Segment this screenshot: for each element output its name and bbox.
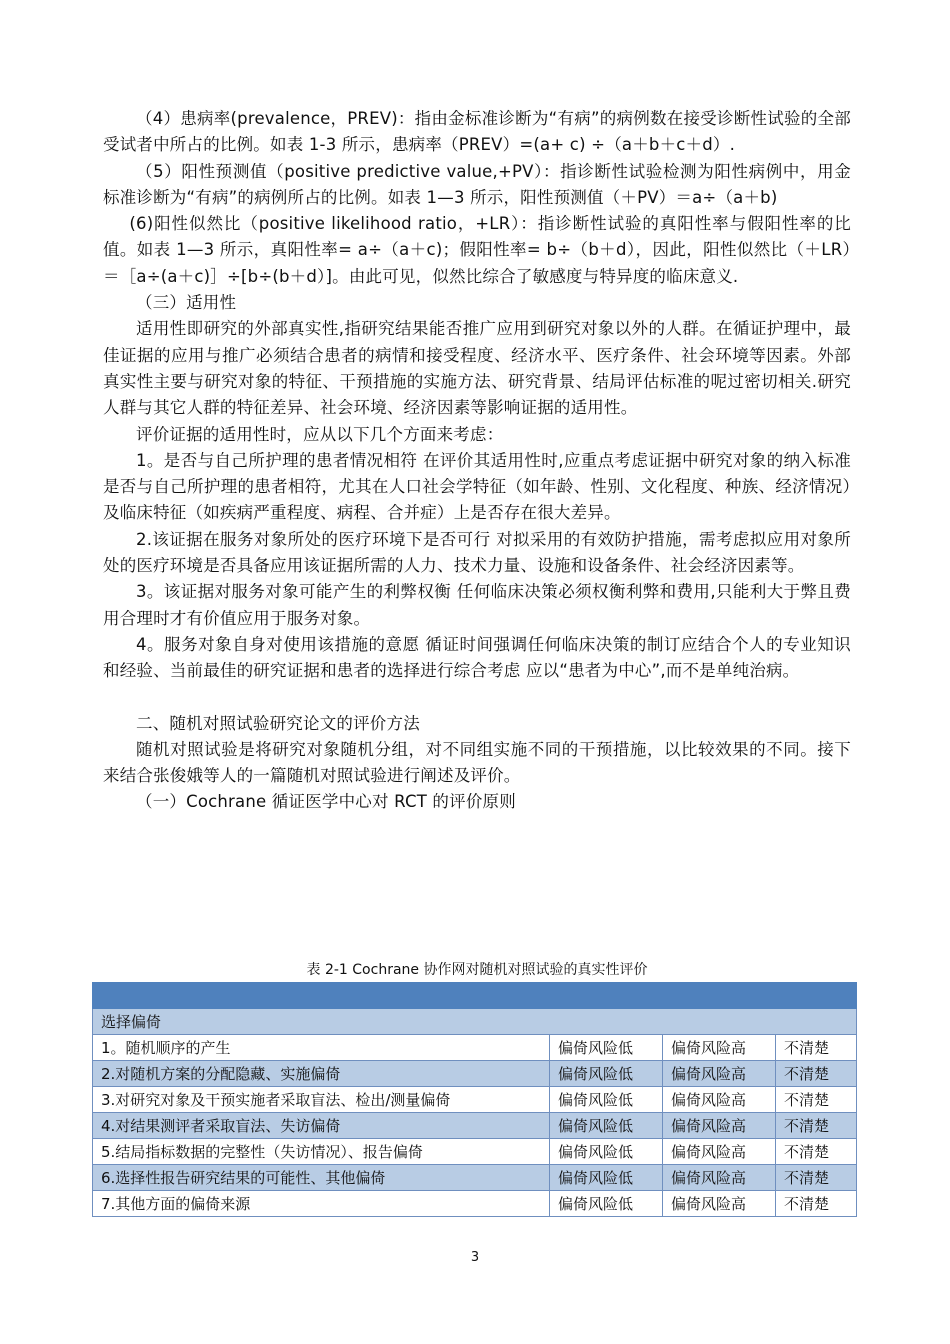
list-item-1: 1。是否与自己所护理的患者情况相符 在评价其适用性时,应重点考虑证据中研究对象的纳入标准是否与自己所护理的患者相符，尤其在人口社会学特征（如年龄、性别、文化程度、种族、经济情况）及临床特征（如疾病严重程度、病程、合并症）上是否存在很大差异。	[103, 450, 851, 523]
high-risk-cell: 偏倚风险高	[663, 1087, 776, 1113]
body-text	[103, 106, 851, 816]
subheading-cochrane-principles: （一）Cochrane 循证医学中心对 RCT 的评价原则	[136, 792, 516, 812]
table-row	[93, 1113, 857, 1139]
low-risk-cell: 偏倚风险低	[550, 1035, 663, 1061]
part-2-heading: 二、随机对照试验研究论文的评价方法	[136, 713, 420, 733]
paragraph-evaluation-intro: 评价证据的适用性时，应从以下几个方面来考虑：	[136, 424, 504, 444]
list-item-2: 2.该证据在服务对象所处的医疗环境下是否可行 对拟采用的有效防护措施，需考虑拟应用对象所处的医疗环境是否具备应用该证据所需的人力、技术力量、设施和设备条件、社会经济因素等。	[103, 529, 851, 576]
high-risk-cell: 偏倚风险高	[663, 1165, 776, 1191]
paragraph-positive-likelihood-ratio: (6)阳性似然比（positive likelihood ratio，+LR）：指诊断性试验的真阳性率与假阳性率的比值。如表 1—3 所示，真阳性率= a÷（a＋c)；假阳性率= b÷（b＋d），因此，阳性似然比（＋LR）＝［a÷(a＋c)］÷[b÷(b＋d）]。由此可见，似然比综合了敏感度与特异度的临床意义.	[103, 214, 851, 286]
table-row	[93, 1191, 857, 1217]
table-row	[93, 1061, 857, 1087]
paragraph-rct-intro: 随机对照试验是将研究对象随机分组，对不同组实施不同的干预措施，以比较效果的不同。接下来结合张俊娥等人的一篇随机对照试验进行阐述及评价。	[103, 739, 851, 786]
paragraph-gap	[103, 685, 851, 711]
low-risk-cell: 偏倚风险低	[550, 1165, 663, 1191]
low-risk-cell: 偏倚风险低	[550, 1139, 663, 1165]
high-risk-cell: 偏倚风险高	[663, 1035, 776, 1061]
unclear-cell: 不清楚	[776, 1035, 857, 1061]
low-risk-cell: 偏倚风险低	[550, 1113, 663, 1139]
unclear-cell: 不清楚	[776, 1061, 857, 1087]
high-risk-cell: 偏倚风险高	[663, 1191, 776, 1217]
low-risk-cell: 偏倚风险低	[550, 1061, 663, 1087]
page-number: 3	[470, 1250, 480, 1265]
paragraph-applicability: 适用性即研究的外部真实性,指研究结果能否推广应用到研究对象以外的人群。在循证护理中，最佳证据的应用与推广必须结合患者的病情和接受程度、经济水平、医疗条件、社会环境等因素。外部真实性主要与研究对象的特征、干预措施的实施方法、研究背景、结局评估标准的呢过密切相关.研究人群与其它人群的特征差异、社会环境、经济因素等影响证据的适用性。	[103, 319, 851, 418]
high-risk-cell: 偏倚风险高	[663, 1061, 776, 1087]
unclear-cell: 不清楚	[776, 1113, 857, 1139]
paragraph-prevalence: （4）患病率(prevalence，PREV)：指由金标准诊断为“有病”的病例数在接受诊断性试验的全部受试者中所占的比例。如表 1-3 所示，患病率（PREV）=(a+ c) ÷（a＋b＋c＋d）.	[103, 109, 851, 155]
unclear-cell: 不清楚	[776, 1087, 857, 1113]
unclear-cell: 不清楚	[776, 1139, 857, 1165]
bias-item-cell: 1。随机顺序的产生	[93, 1035, 550, 1061]
unclear-cell: 不清楚	[776, 1165, 857, 1191]
unclear-cell: 不清楚	[776, 1191, 857, 1217]
bias-item-cell: 4.对结果测评者采取盲法、失访偏倚	[93, 1113, 550, 1139]
bias-item-cell: 5.结局指标数据的完整性（失访情况）、报告偏倚	[93, 1139, 550, 1165]
table-header-cell	[93, 983, 857, 1009]
bias-item-cell: 6.选择性报告研究结果的可能性、其他偏倚	[93, 1165, 550, 1191]
table-row	[93, 1139, 857, 1165]
table-section-row	[93, 1009, 857, 1035]
table-section-label: 选择偏倚	[93, 1009, 857, 1035]
high-risk-cell: 偏倚风险高	[663, 1113, 776, 1139]
list-item-4: 4。服务对象自身对使用该措施的意愿 循证时间强调任何临床决策的制订应结合个人的专业知识和经验、当前最佳的研究证据和患者的选择进行综合考虑 应以“患者为中心”,而不是单纯治病。	[103, 634, 851, 681]
section-heading-applicability: （三）适用性	[136, 293, 237, 313]
table-row	[93, 1165, 857, 1191]
table-header-row	[93, 983, 857, 1009]
low-risk-cell: 偏倚风险低	[550, 1087, 663, 1113]
table-caption: 表 2-1 Cochrane 协作网对随机对照试验的真实性评价	[306, 962, 648, 978]
bias-item-cell: 7.其他方面的偏倚来源	[93, 1191, 550, 1217]
risk-of-bias-table	[92, 982, 857, 1217]
table-row	[93, 1035, 857, 1061]
table-row	[93, 1087, 857, 1113]
low-risk-cell: 偏倚风险低	[550, 1191, 663, 1217]
high-risk-cell: 偏倚风险高	[663, 1139, 776, 1165]
list-item-3: 3。该证据对服务对象可能产生的利弊权衡 任何临床决策必须权衡利弊和费用,只能利大于弊且费用合理时才有价值应用于服务对象。	[103, 582, 851, 628]
bias-item-cell: 2.对随机方案的分配隐藏、实施偏倚	[93, 1061, 550, 1087]
bias-item-cell: 3.对研究对象及干预实施者采取盲法、检出/测量偏倚	[93, 1087, 550, 1113]
paragraph-positive-predictive-value: （5）阳性预测值（positive predictive value,+PV）：指诊断性试验检测为阳性病例中，用金标准诊断为“有病”的病例所占的比例。如表 1—3 所示，阳性预测值（＋PV）＝a÷（a＋b)	[103, 161, 851, 207]
